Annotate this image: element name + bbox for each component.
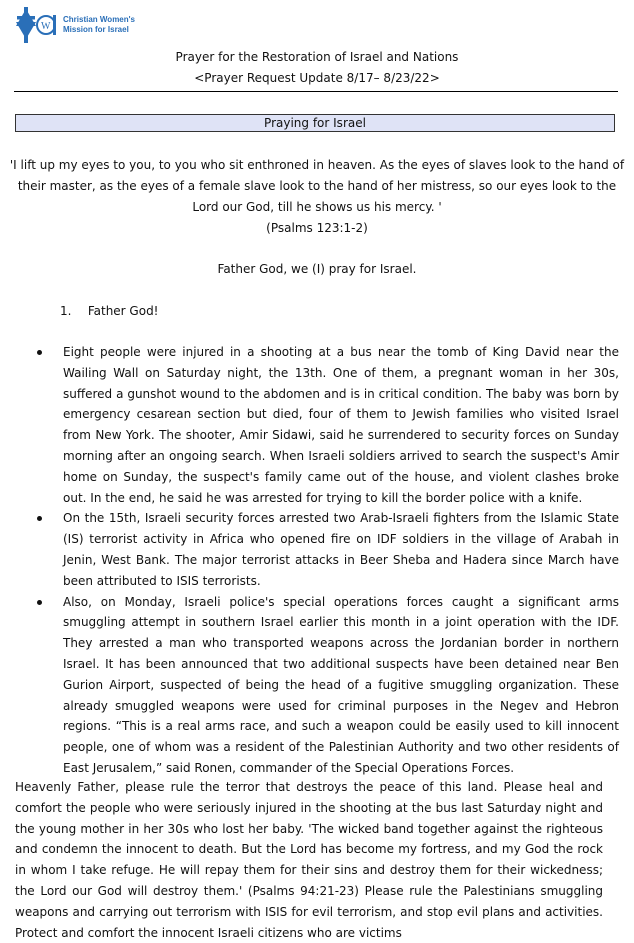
bullet-icon [37,516,42,521]
bullet-icon [37,600,42,605]
list-item-text: On the 15th, Israeli security forces arrested two Arab-Israeli fighters from the Islamic State (IS) terrorist activity in Africa who opened fire on IDF soldiers in the village of Arabah in Jenin, West Bank. The major terrorist attacks in Beer Sheba and Hadera since March have been attributed to ISIS terrorists. [63,511,619,588]
list-number: 1. [60,304,72,318]
opening-prayer: Father God, we (I) pray for Israel. [217,262,417,276]
list-item [35,508,619,591]
list-item [35,342,619,508]
bullet-icon [37,350,42,355]
scripture-reference: (Psalms 123:1-2) [266,221,368,235]
scripture-verse: 'I lift up my eyes to you, to you who sit enthroned in heaven. As the eyes of slaves look to the hand of their master, as the eyes of a female slave look to the hand of her mistress, so our eyes look to the Lord our God, till he shows us his mercy. ' [9,158,625,214]
list-item [35,592,619,779]
star-of-david-cross-icon [13,7,59,43]
numbered-heading [60,301,159,322]
document-title: Prayer for the Restoration of Israel and Nations [175,50,459,64]
section-banner: Praying for Israel [15,114,615,132]
header-divider [14,91,618,92]
organization-logo [13,6,135,44]
numbered-heading-label: Father God! [87,304,159,318]
logo-text-line2: Mission for Israel [63,25,129,34]
list-item-text: Also, on Monday, Israeli police's special operations forces caught a significant arms smuggling attempt in southern Israel earlier this month in a joint operation with the IDF. They arrested a man who transported weapons across the Jordanian border in northern Israel. It has been announced that two additional suspects have been detained near Ben Gurion Airport, suspected of being the head of a fugitive smuggling organization. These already smuggled weapons were used for criminal purposes in the Negev and Hebron regions. “This is a real arms race, and such a weapon could be easily used to kill innocent people, one of whom was a resident of the Palestinian Authority and two other residents of East Jerusalem,” said Ronen, commander of the Special Operations Forces. [63,594,619,775]
svg-text:W: W [41,21,51,32]
closing-prayer: Heavenly Father, please rule the terror that destroys the peace of this land. Please heal and comfort the people who were seriously injured in the shooting at the bus last Saturday night and the young mother in her 30s who lost her baby. 'The wicked band together against the righteous and condemn the innocent to death. But the Lord has become my fortress, and my God the rock in whom I take refuge. He will repay them for their sins and destroy them for their wickedness; the Lord our God will destroy them.' (Psalms 94:21-23) Please rule the Palestinians smuggling weapons and carrying out terrorism with ISIS for evil terrorism, and stop evil plans and activities. Protect and comfort the innocent Israeli citizens who are victims [15,780,603,940]
news-bullet-list [35,342,619,779]
list-item-text: Eight people were injured in a shooting at a bus near the tomb of King David near the Wailing Wall on Saturday night, the 13th. One of them, a pregnant woman in her 30s, suffered a gunshot wound to the abdomen and is in critical condition. The baby was born by emergency cesarean section but died, four of them to Jewish families who visited Israel from New York. The shooter, Amir Sidawi, said he surrendered to security forces on Sunday morning after an ongoing search. When Israeli soldiers arrived to search the suspect's Amir home on Sunday, the suspect's family came out of the house, and violent clashes broke out. In the end, he said he was arrested for trying to kill the border police with a knife. [63,345,619,505]
logo-text-line1: Christian Women's [63,15,135,24]
document-subtitle: <Prayer Request Update 8/17– 8/23/22> [194,71,440,85]
